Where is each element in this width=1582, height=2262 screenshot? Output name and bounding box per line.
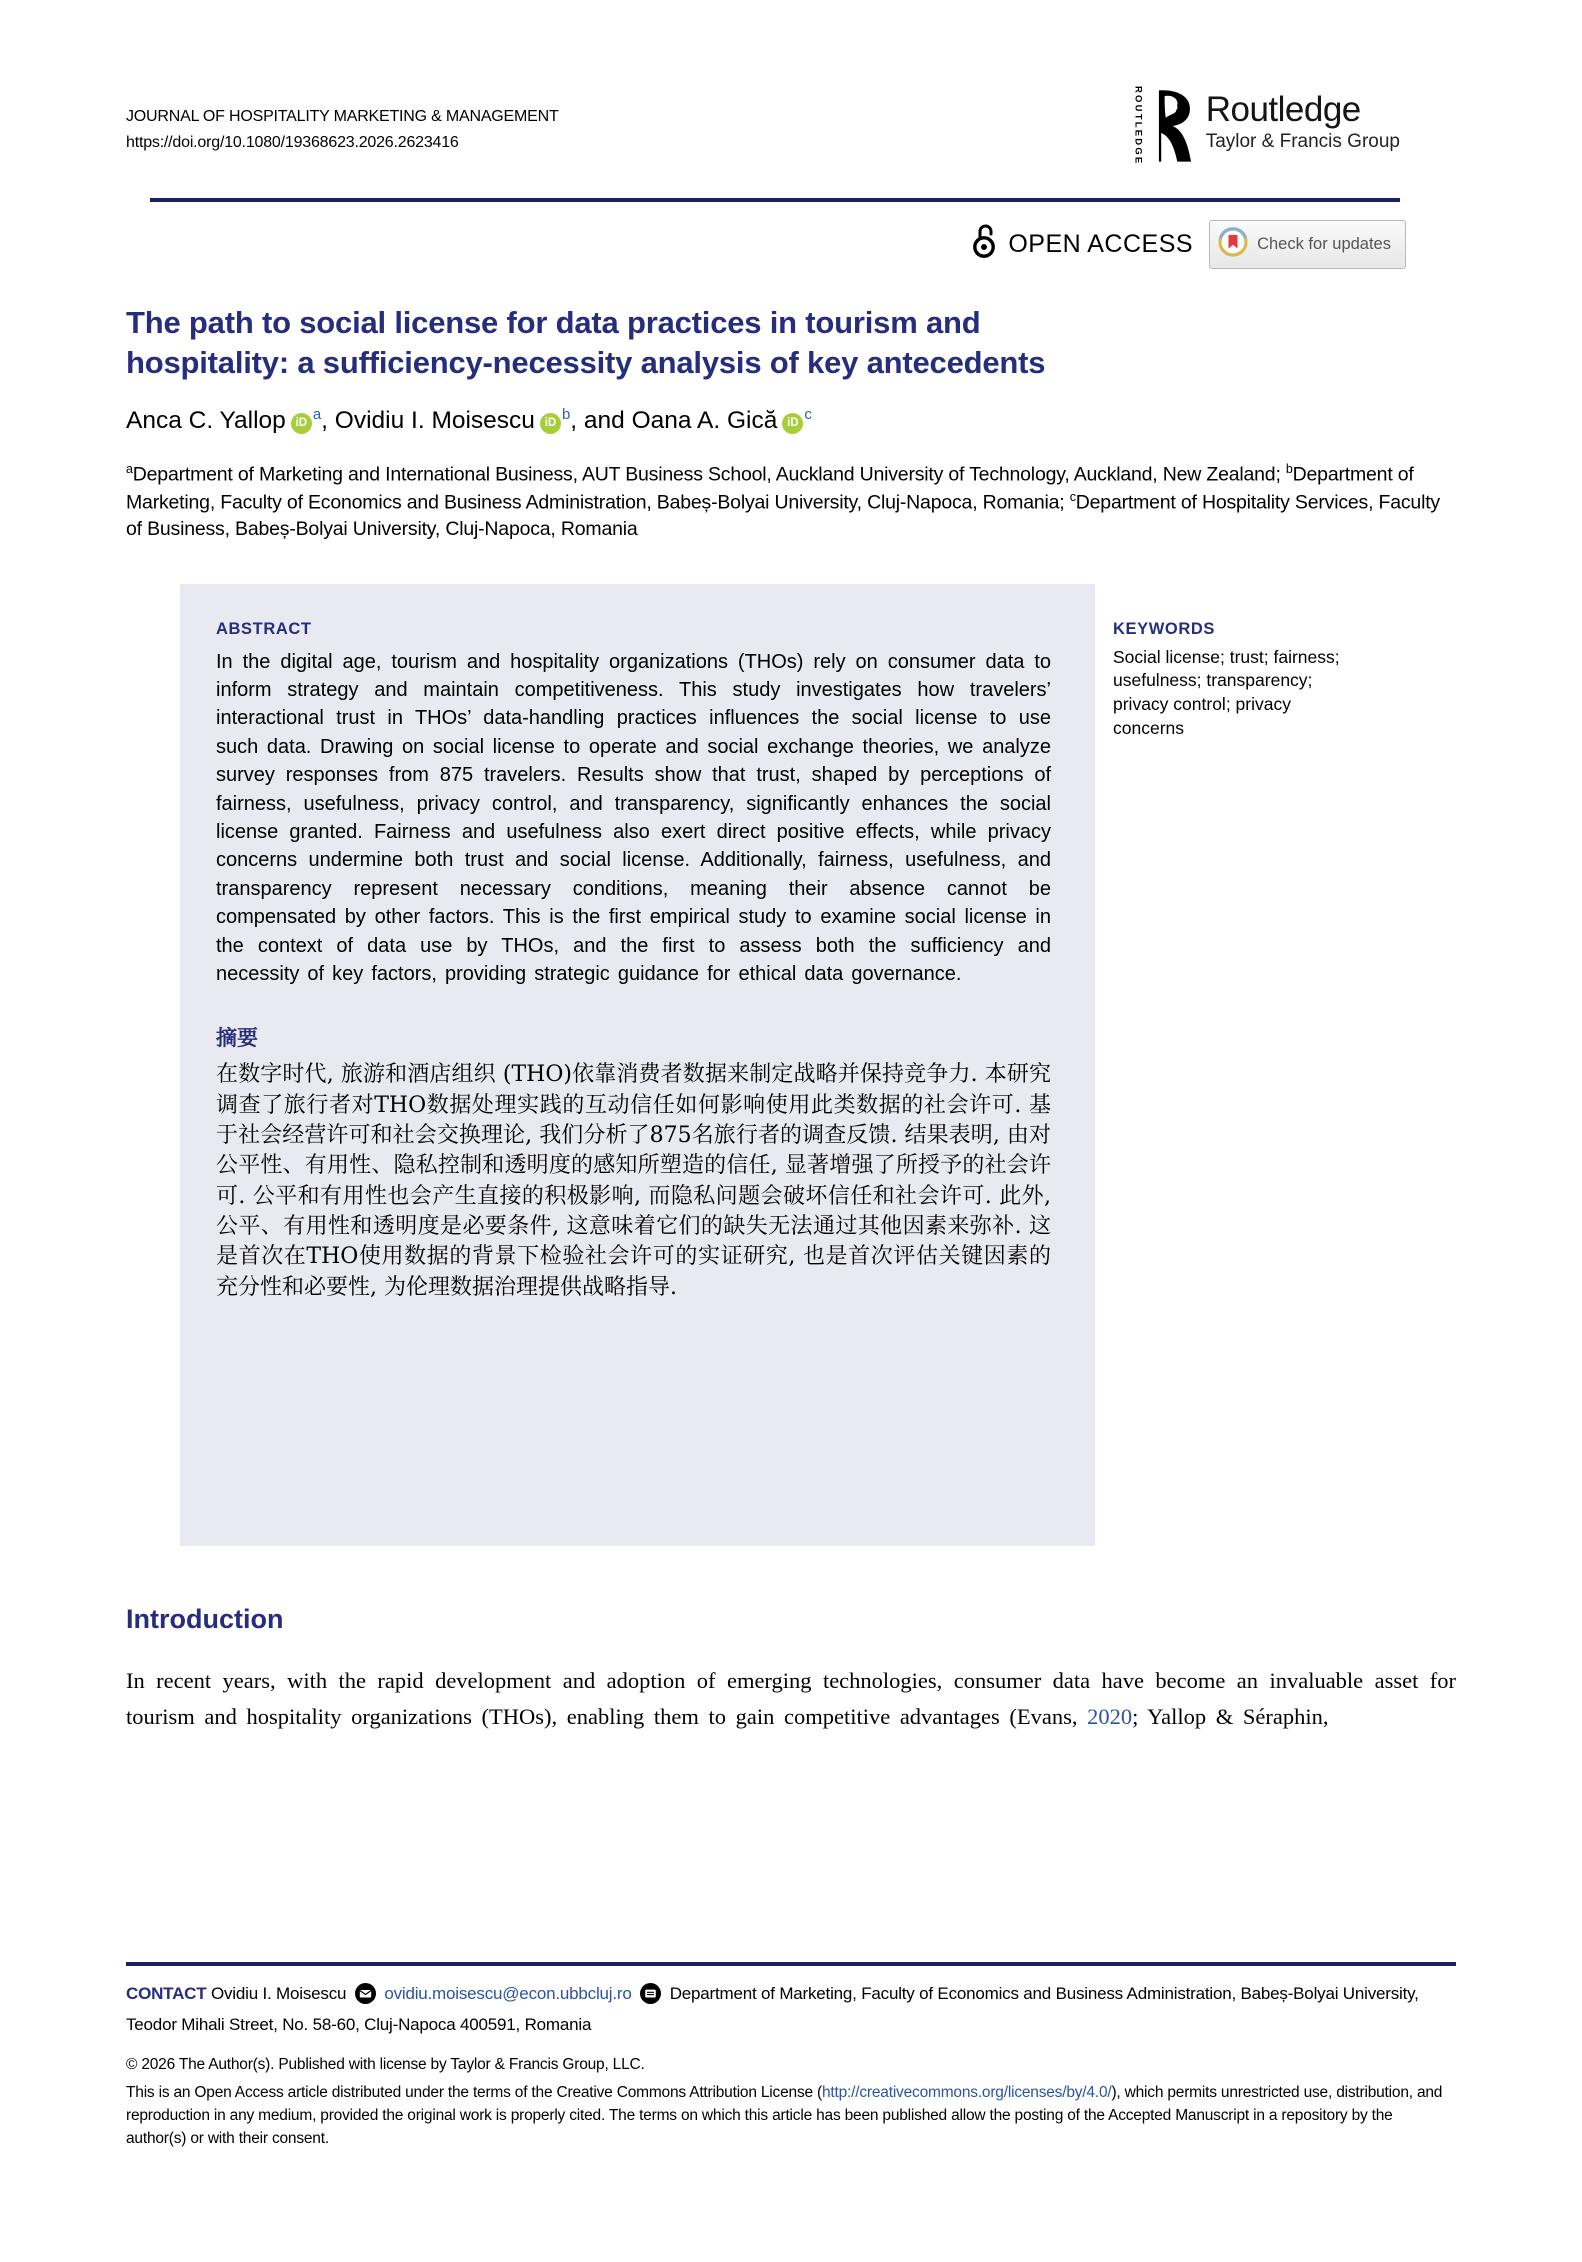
article-title-line1: The path to social license for data practices in tourism and: [126, 305, 981, 340]
author-affiliation-sup: b: [561, 405, 571, 423]
journal-title: JOURNAL OF HOSPITALITY MARKETING & MANAGEMENT: [126, 108, 559, 125]
crossmark-icon: [1218, 227, 1248, 262]
affiliation-sup: c: [1069, 489, 1076, 504]
routledge-logo-icon: [1152, 84, 1198, 168]
article-title: [126, 303, 1456, 384]
orcid-icon[interactable]: iD: [782, 413, 803, 434]
introduction-paragraph: [126, 1663, 1456, 1735]
abstract-text: In the digital age, tourism and hospitality organizations (THOs) rely on consumer data to inform strategy and maintain competitiveness. This study investigates how travelers’ interactional trust in THOs’ data-handling practices influences the social license to use such data. Drawing on social license to operate and social exchange theories, we analyze survey responses from 875 travelers. Results show that trust, shaped by perceptions of fairness, usefulness, privacy control, and transparency, significantly enhances the social license granted. Fairness and usefulness also exert direct positive effects, while privacy concerns undermine both trust and social license. Additionally, fairness, usefulness, and transparency represent necessary conditions, meaning their absence cannot be compensated by other factors. This is the first empirical study to examine social license in the context of data use by THOs, and the first to assess both the sufficiency and necessity of key factors, providing strategic guidance for ethical data governance.: [216, 650, 1051, 985]
license-paragraph: [126, 2081, 1456, 2151]
open-lock-icon: [972, 223, 998, 266]
first-page-footnote: [126, 1962, 1456, 2150]
open-access-label: OPEN ACCESS: [1008, 230, 1194, 258]
affiliation-text: Department of Marketing, Faculty of Economics and Business Administration, Babeș-Bolyai University, Cluj-Napoca, Romania;: [126, 463, 1414, 514]
author-name: Ovidiu I. Moisescu: [334, 406, 535, 434]
affiliation-sup: b: [1285, 461, 1293, 476]
abstract-section: [126, 584, 1456, 1546]
chinese-abstract-text: 在数字时代, 旅游和酒店组织 (THO)依靠消费者数据来制定战略并保持竞争力. 本研究调查了旅行者对THO数据处理实践的互动信任如何影响使用此类数据的社会许可. 基于社会经营许可和社会交换理论, 我们分析了875名旅行者的调查反馈. 结果表明, 由对公平性、有用性、隐私控制和透明度的感知所塑造的信任, 显著增强了所授予的社会许可. 公平和有用性也会产生直接的积极影响, 而隐私问题会破坏信任和社会许可. 此外, 公平、有用性和透明度是必要条件, 这意味着它们的缺失无法通过其他因素来弥补. 这是首次在THO使用数据的背景下检验社会许可的实证研究, 也是首次评估关键因素的充分性和必要性, 为伦理数据治理提供战略指导.: [216, 1062, 1051, 1300]
contact-name: Ovidiu I. Moisescu: [210, 1984, 347, 2003]
affiliations: [126, 461, 1456, 544]
author-affiliation-sup: c: [804, 405, 812, 423]
affiliation-sup: a: [126, 461, 133, 476]
chinese-abstract-heading: 摘要: [216, 1025, 258, 1051]
creative-commons-link[interactable]: http://creativecommons.org/licenses/by/4.0/: [821, 2083, 1112, 2101]
doi-text: https://doi.org/10.1080/19368623.2026.2623416: [126, 133, 459, 151]
abstract-heading: ABSTRACT: [216, 619, 312, 638]
author-separator: ,: [321, 406, 335, 434]
copyright-line: © 2026 The Author(s). Published with license by Taylor & Francis Group, LLC.: [126, 2055, 645, 2073]
publisher-logo: [1133, 84, 1400, 172]
license-text-after-link: ), which permits unrestricted use, distribution, and reproduction in any medium, provided the original work is properly cited. The terms on which this article has been published allow the posting of the Accepted Manuscript in a repository by the author(s) or with their consent.: [126, 2083, 1443, 2148]
envelope-icon: [355, 1983, 376, 2012]
header-divider: [150, 198, 1400, 202]
publisher-name: Routledge: [1205, 90, 1361, 129]
abstract-box: [180, 584, 1095, 1546]
address-icon: [640, 1983, 661, 2012]
open-access-badge: [972, 223, 1193, 266]
journal-info: [126, 104, 559, 155]
license-text-before-link: This is an Open Access article distributed under the terms of the Creative Commons Attribution License (: [126, 2083, 822, 2101]
keywords-text: Social license; trust; fairness; usefulness; transparency; privacy control; privacy concerns: [1113, 646, 1340, 738]
orcid-icon[interactable]: iD: [291, 413, 312, 434]
intro-text-before-citation: In recent years, with the rapid development and adoption of emerging technologies, consumer data have become an invaluable asset for tourism and hospitality organizations (THOs), enabling them to gain competitive advantages (Evans,: [126, 1667, 1456, 1729]
publisher-tagline: Taylor & Francis Group: [1205, 130, 1400, 152]
introduction-heading: Introduction: [126, 1603, 284, 1634]
contact-block: [126, 1981, 1456, 2039]
contact-address: Department of Marketing, Faculty of Economics and Business Administration, Babeș-Bolyai University, Teodor Mihali Street, No. 58-60, Cluj-Napoca 400591, Romania: [126, 1984, 1419, 2035]
author-name: Oana A. Gică: [631, 406, 778, 434]
contact-email-link[interactable]: ovidiu.moisescu@econ.ubbcluj.ro: [384, 1984, 632, 2003]
author-affiliation-sup: a: [312, 405, 322, 423]
author-name: Anca C. Yallop: [126, 406, 286, 434]
intro-text-after-citation: ; Yallop & Séraphin,: [1132, 1703, 1329, 1729]
page-header: [126, 0, 1456, 172]
orcid-icon[interactable]: iD: [540, 413, 561, 434]
author-list: [126, 406, 1456, 435]
introduction-section: [126, 1604, 1456, 1735]
publisher-wordmark: [1206, 92, 1400, 153]
routledge-vertical-text: ROUTLEDGE: [1132, 86, 1144, 166]
affiliation-text: Department of Hospitality Services, Faculty of Business, Babeș-Bolyai University, Cluj-Napoca, Romania: [126, 491, 1440, 541]
contact-label: CONTACT: [126, 1984, 207, 2003]
check-for-updates-label: Check for updates: [1257, 235, 1391, 253]
citation-link-2020[interactable]: 2020: [1087, 1703, 1133, 1729]
keywords-column: [1113, 584, 1413, 1546]
affiliation-text: Department of Marketing and International Business, AUT Business School, Auckland University of Technology, Auckland, New Zealand;: [132, 463, 1286, 486]
keywords-heading: KEYWORDS: [1113, 619, 1215, 638]
badges-row: [126, 220, 1406, 269]
check-for-updates-button[interactable]: [1209, 220, 1406, 269]
article-title-line2: hospitality: a sufficiency-necessity analysis of key antecedents: [126, 345, 1046, 381]
footer-divider: [126, 1962, 1456, 1966]
author-separator: , and: [570, 406, 632, 434]
